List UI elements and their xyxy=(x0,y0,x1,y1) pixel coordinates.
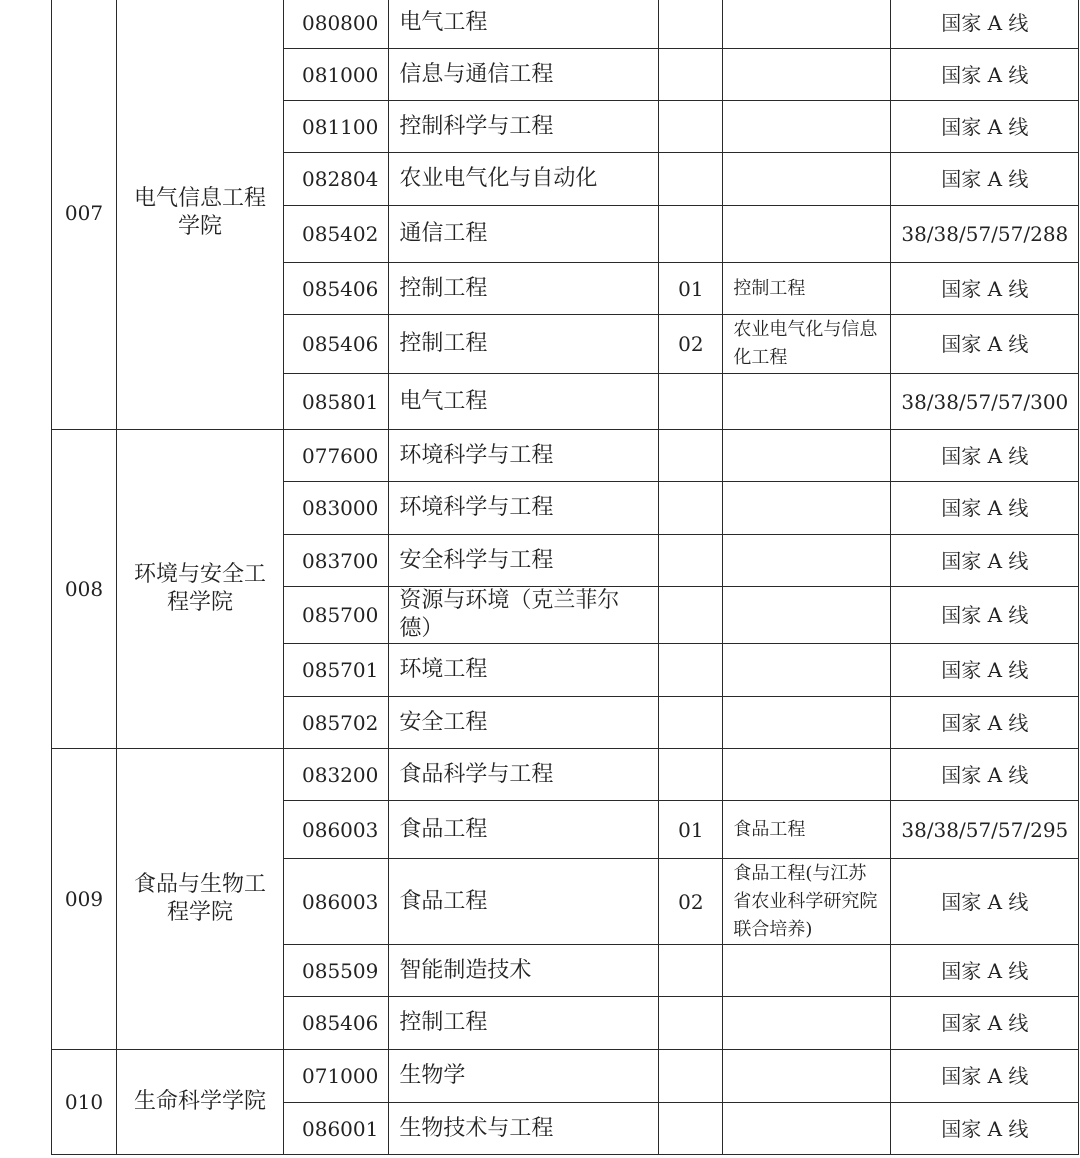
college-code: 007 xyxy=(52,0,117,430)
direction-name xyxy=(723,49,891,101)
score-line: 国家 A 线 xyxy=(891,315,1079,374)
major-code: 082804 xyxy=(284,153,389,206)
college-name: 环境与安全工程学院 xyxy=(117,430,284,749)
college-name: 生命科学学院 xyxy=(117,1050,284,1155)
direction-code xyxy=(659,49,723,101)
major-code: 083000 xyxy=(284,482,389,535)
major-name: 电气工程 xyxy=(389,0,659,49)
major-code: 085700 xyxy=(284,587,389,644)
direction-name xyxy=(723,945,891,997)
major-code: 085406 xyxy=(284,263,389,315)
direction-code xyxy=(659,697,723,749)
college-code: 009 xyxy=(52,749,117,1050)
major-code: 083700 xyxy=(284,535,389,587)
major-name: 农业电气化与自动化 xyxy=(389,153,659,206)
direction-name xyxy=(723,1050,891,1103)
major-name: 环境工程 xyxy=(389,644,659,697)
direction-code xyxy=(659,101,723,153)
direction-name xyxy=(723,587,891,644)
score-line: 国家 A 线 xyxy=(891,644,1079,697)
major-code: 085702 xyxy=(284,697,389,749)
score-line: 国家 A 线 xyxy=(891,859,1079,945)
major-code: 085406 xyxy=(284,315,389,374)
direction-name xyxy=(723,1103,891,1155)
direction-code xyxy=(659,482,723,535)
direction-code xyxy=(659,1050,723,1103)
direction-code xyxy=(659,374,723,430)
direction-name: 食品工程 xyxy=(723,801,891,859)
score-line: 38/38/57/57/295 xyxy=(891,801,1079,859)
score-line: 国家 A 线 xyxy=(891,263,1079,315)
major-code: 071000 xyxy=(284,1050,389,1103)
major-code: 081000 xyxy=(284,49,389,101)
direction-code xyxy=(659,644,723,697)
major-code: 086003 xyxy=(284,801,389,859)
score-line: 国家 A 线 xyxy=(891,482,1079,535)
direction-code xyxy=(659,0,723,49)
direction-code xyxy=(659,587,723,644)
table-body xyxy=(52,0,1079,1155)
score-line: 国家 A 线 xyxy=(891,49,1079,101)
score-line: 国家 A 线 xyxy=(891,430,1079,482)
score-line: 国家 A 线 xyxy=(891,749,1079,801)
major-code: 086003 xyxy=(284,859,389,945)
direction-name xyxy=(723,535,891,587)
major-code: 077600 xyxy=(284,430,389,482)
admission-score-table xyxy=(51,0,1079,1155)
direction-code xyxy=(659,749,723,801)
college-name: 电气信息工程学院 xyxy=(117,0,284,430)
score-line: 国家 A 线 xyxy=(891,697,1079,749)
major-name: 控制工程 xyxy=(389,997,659,1050)
direction-name xyxy=(723,0,891,49)
score-line: 38/38/57/57/288 xyxy=(891,206,1079,263)
score-line: 国家 A 线 xyxy=(891,1050,1079,1103)
major-name: 控制工程 xyxy=(389,263,659,315)
direction-code xyxy=(659,945,723,997)
direction-code xyxy=(659,430,723,482)
score-line: 38/38/57/57/300 xyxy=(891,374,1079,430)
direction-code xyxy=(659,997,723,1050)
direction-name: 食品工程(与江苏省农业科学研究院联合培养) xyxy=(723,859,891,945)
direction-name xyxy=(723,482,891,535)
college-code: 008 xyxy=(52,430,117,749)
direction-name xyxy=(723,101,891,153)
major-name: 生物技术与工程 xyxy=(389,1103,659,1155)
major-name: 控制科学与工程 xyxy=(389,101,659,153)
major-code: 085509 xyxy=(284,945,389,997)
direction-code xyxy=(659,206,723,263)
major-name: 食品工程 xyxy=(389,801,659,859)
direction-name xyxy=(723,997,891,1050)
table-row xyxy=(52,0,1079,49)
major-name: 智能制造技术 xyxy=(389,945,659,997)
major-code: 085402 xyxy=(284,206,389,263)
score-line: 国家 A 线 xyxy=(891,587,1079,644)
score-line: 国家 A 线 xyxy=(891,101,1079,153)
major-code: 083200 xyxy=(284,749,389,801)
direction-name xyxy=(723,697,891,749)
direction-code: 02 xyxy=(659,315,723,374)
major-code: 080800 xyxy=(284,0,389,49)
major-name: 环境科学与工程 xyxy=(389,482,659,535)
major-name: 食品科学与工程 xyxy=(389,749,659,801)
direction-name xyxy=(723,153,891,206)
direction-code: 01 xyxy=(659,801,723,859)
table-row xyxy=(52,749,1079,801)
score-line: 国家 A 线 xyxy=(891,1103,1079,1155)
major-code: 085701 xyxy=(284,644,389,697)
major-code: 085801 xyxy=(284,374,389,430)
direction-name xyxy=(723,374,891,430)
direction-name: 农业电气化与信息化工程 xyxy=(723,315,891,374)
direction-name: 控制工程 xyxy=(723,263,891,315)
major-name: 电气工程 xyxy=(389,374,659,430)
direction-name xyxy=(723,206,891,263)
major-name: 食品工程 xyxy=(389,859,659,945)
college-name: 食品与生物工程学院 xyxy=(117,749,284,1050)
major-name: 通信工程 xyxy=(389,206,659,263)
direction-code xyxy=(659,1103,723,1155)
major-name: 环境科学与工程 xyxy=(389,430,659,482)
major-name: 控制工程 xyxy=(389,315,659,374)
score-line: 国家 A 线 xyxy=(891,535,1079,587)
direction-code xyxy=(659,153,723,206)
score-line: 国家 A 线 xyxy=(891,0,1079,49)
college-code: 010 xyxy=(52,1050,117,1155)
table-row xyxy=(52,1050,1079,1103)
major-code: 086001 xyxy=(284,1103,389,1155)
major-code: 085406 xyxy=(284,997,389,1050)
direction-name xyxy=(723,644,891,697)
table-row xyxy=(52,430,1079,482)
major-name: 安全科学与工程 xyxy=(389,535,659,587)
direction-name xyxy=(723,430,891,482)
major-name: 安全工程 xyxy=(389,697,659,749)
direction-code xyxy=(659,535,723,587)
direction-code: 01 xyxy=(659,263,723,315)
major-name: 信息与通信工程 xyxy=(389,49,659,101)
score-line: 国家 A 线 xyxy=(891,153,1079,206)
score-line: 国家 A 线 xyxy=(891,945,1079,997)
major-name: 资源与环境（克兰菲尔德） xyxy=(389,587,659,644)
major-name: 生物学 xyxy=(389,1050,659,1103)
direction-name xyxy=(723,749,891,801)
score-line: 国家 A 线 xyxy=(891,997,1079,1050)
direction-code: 02 xyxy=(659,859,723,945)
major-code: 081100 xyxy=(284,101,389,153)
